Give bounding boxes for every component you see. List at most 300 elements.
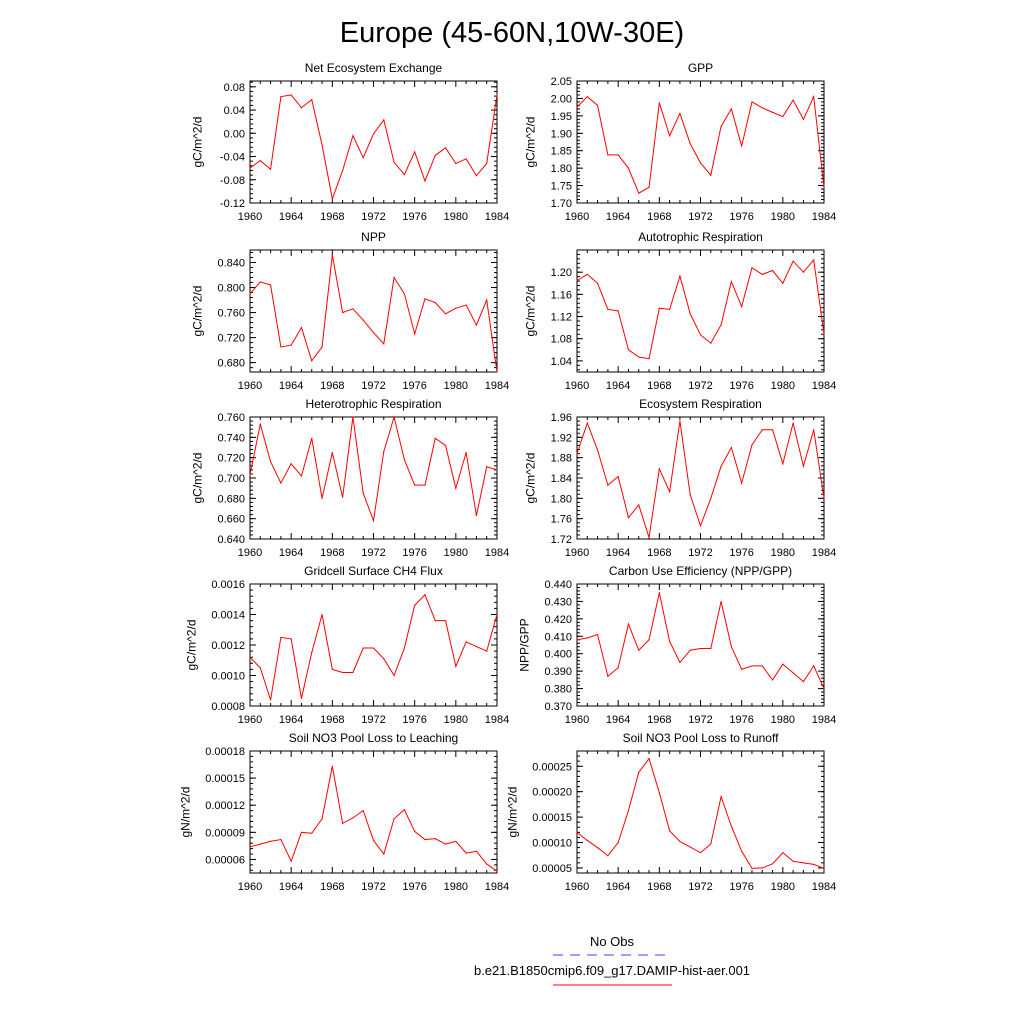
- data-point: [597, 105, 598, 106]
- series-line: [577, 421, 824, 537]
- data-point: [741, 669, 742, 670]
- x-tick-label: 1980: [443, 211, 469, 223]
- data-point: [455, 666, 456, 667]
- data-point: [352, 135, 353, 136]
- y-tick-label: 0.760: [217, 307, 245, 320]
- x-tick-label: 1964: [278, 714, 304, 726]
- data-point: [373, 647, 374, 648]
- y-tick-label: 0.0008: [211, 701, 245, 713]
- data-point: [301, 832, 302, 833]
- y-tick-label: 0.430: [544, 596, 572, 609]
- chart-panel-6: [524, 397, 837, 559]
- data-point: [648, 187, 649, 188]
- x-tick-label: 1984: [484, 547, 510, 559]
- data-point: [352, 416, 353, 417]
- x-tick-label: 1968: [647, 380, 672, 392]
- data-point: [751, 444, 752, 445]
- series-line: [250, 595, 497, 700]
- x-tick-label: 1972: [688, 211, 713, 223]
- y-axis-label: gC/m^2/d: [190, 452, 205, 504]
- series-line: [577, 97, 824, 194]
- data-point: [710, 843, 711, 844]
- y-tick-label: 0.640: [217, 534, 245, 546]
- plot-frame: [250, 584, 497, 706]
- panel-title: Net Ecosystem Exchange: [304, 61, 443, 75]
- x-tick-label: 1960: [564, 211, 590, 223]
- data-point: [700, 162, 701, 163]
- data-point: [414, 605, 415, 606]
- figure-title: Europe (45-60N,10W-30E): [339, 17, 685, 49]
- data-point: [476, 851, 477, 852]
- series-line: [250, 766, 497, 871]
- data-point: [455, 488, 456, 489]
- data-point: [731, 826, 732, 827]
- data-point: [587, 423, 588, 424]
- x-tick-label: 1960: [237, 211, 263, 223]
- x-tick-label: 1964: [278, 881, 304, 893]
- x-tick-label: 1972: [361, 881, 386, 893]
- data-point: [260, 281, 261, 282]
- x-tick-label: 1964: [605, 714, 631, 726]
- y-tick-label: 1.84: [550, 473, 572, 485]
- data-point: [720, 796, 721, 797]
- panel-title: Autotrophic Respiration: [638, 230, 763, 244]
- data-point: [669, 135, 670, 136]
- data-point: [751, 267, 752, 268]
- data-point: [486, 466, 487, 467]
- data-point: [659, 102, 660, 103]
- panel-title: NPP: [361, 230, 386, 244]
- x-tick-label: 1968: [647, 714, 672, 726]
- x-tick-label: 1980: [770, 547, 796, 559]
- plot-frame: [577, 250, 824, 372]
- data-point: [597, 847, 598, 848]
- data-point: [249, 846, 250, 847]
- x-tick-label: 1972: [361, 714, 386, 726]
- plot-frame: [577, 584, 824, 706]
- data-point: [466, 853, 467, 854]
- y-axis-label: gN/m^2/d: [178, 786, 193, 838]
- legend-model-label: b.e21.B1850cmip6.f09_g17.DAMIP-hist-aer.001: [473, 963, 751, 978]
- data-point: [638, 504, 639, 505]
- y-tick-label: 1.92: [550, 432, 572, 445]
- data-point: [793, 423, 794, 424]
- data-point: [782, 664, 783, 665]
- y-tick-label: -0.08: [219, 174, 245, 187]
- data-point: [404, 647, 405, 648]
- y-tick-label: 0.0016: [211, 579, 245, 591]
- data-point: [363, 493, 364, 494]
- data-point: [618, 667, 619, 668]
- y-tick-label: 0.420: [544, 613, 572, 626]
- y-axis-label: gC/m^2/d: [523, 116, 538, 168]
- data-point: [280, 839, 281, 840]
- y-axis-label: gC/m^2/d: [184, 619, 199, 671]
- y-tick-label: 0.0012: [211, 640, 245, 652]
- chart-panel-10: [505, 731, 836, 893]
- data-point: [628, 517, 629, 518]
- x-tick-label: 1964: [605, 211, 631, 223]
- data-point: [332, 452, 333, 453]
- data-point: [270, 284, 271, 285]
- data-point: [720, 466, 721, 467]
- data-point: [486, 651, 487, 652]
- x-tick-label: 1968: [647, 547, 672, 559]
- data-point: [280, 96, 281, 97]
- data-point: [679, 420, 680, 421]
- panel-title: Carbon Use Efficiency (NPP/GPP): [608, 564, 793, 578]
- data-point: [690, 650, 691, 651]
- chart-panel-5: [191, 397, 510, 559]
- data-point: [618, 154, 619, 155]
- y-axis-label: NPP/GPP: [517, 618, 532, 672]
- data-point: [690, 846, 691, 847]
- panels-group: [178, 61, 836, 893]
- data-point: [803, 466, 804, 467]
- data-point: [587, 96, 588, 97]
- data-point: [587, 637, 588, 638]
- data-point: [476, 324, 477, 325]
- data-point: [587, 840, 588, 841]
- x-tick-label: 1968: [320, 211, 345, 223]
- x-tick-label: 1976: [729, 547, 754, 559]
- data-point: [466, 641, 467, 642]
- y-tick-label: 0.370: [544, 701, 572, 713]
- data-point: [363, 319, 364, 320]
- data-point: [638, 650, 639, 651]
- data-point: [445, 843, 446, 844]
- data-point: [435, 155, 436, 156]
- data-point: [741, 482, 742, 483]
- data-point: [628, 810, 629, 811]
- x-tick-label: 1968: [647, 881, 672, 893]
- plot-frame: [577, 751, 824, 873]
- x-tick-label: 1984: [484, 881, 510, 893]
- panel-title: Soil NO3 Pool Loss to Runoff: [622, 731, 779, 745]
- chart-panel-2: [524, 61, 837, 223]
- data-point: [404, 293, 405, 294]
- x-tick-label: 1984: [811, 547, 837, 559]
- y-axis-label: gC/m^2/d: [190, 116, 205, 168]
- data-point: [424, 298, 425, 299]
- y-tick-label: 0.680: [217, 493, 245, 506]
- data-point: [414, 831, 415, 832]
- x-tick-label: 1984: [484, 380, 510, 392]
- data-point: [741, 306, 742, 307]
- y-tick-label: 1.04: [550, 355, 572, 368]
- data-point: [720, 324, 721, 325]
- y-tick-label: 1.75: [550, 180, 572, 193]
- data-point: [270, 699, 271, 700]
- data-point: [393, 277, 394, 278]
- data-point: [424, 180, 425, 181]
- panel-title: Gridcell Surface CH4 Flux: [304, 564, 443, 578]
- y-tick-label: 1.20: [550, 267, 572, 280]
- x-tick-label: 1976: [402, 881, 427, 893]
- data-point: [576, 107, 577, 108]
- plot-frame: [250, 250, 497, 372]
- data-point: [321, 614, 322, 615]
- data-point: [803, 119, 804, 120]
- data-point: [772, 270, 773, 271]
- x-tick-label: 1960: [564, 714, 590, 726]
- y-tick-label: 0.00009: [205, 827, 245, 840]
- data-point: [332, 198, 333, 199]
- data-point: [607, 154, 608, 155]
- x-tick-label: 1964: [278, 211, 304, 223]
- x-tick-label: 1960: [564, 547, 590, 559]
- x-tick-label: 1980: [770, 714, 796, 726]
- data-point: [496, 614, 497, 615]
- y-axis-label: gC/m^2/d: [523, 452, 538, 504]
- data-point: [249, 474, 250, 475]
- y-tick-label: 0.00018: [205, 746, 245, 758]
- x-tick-label: 1972: [361, 380, 386, 392]
- data-point: [342, 312, 343, 313]
- data-point: [383, 451, 384, 452]
- y-tick-label: 0.08: [223, 81, 245, 94]
- data-point: [435, 302, 436, 303]
- data-point: [249, 657, 250, 658]
- chart-panel-1: [191, 61, 510, 223]
- data-point: [731, 108, 732, 109]
- data-point: [280, 482, 281, 483]
- data-point: [751, 868, 752, 869]
- data-point: [291, 94, 292, 95]
- x-tick-label: 1972: [361, 547, 386, 559]
- data-point: [700, 334, 701, 335]
- x-tick-label: 1984: [811, 211, 837, 223]
- data-point: [311, 360, 312, 361]
- data-point: [496, 871, 497, 872]
- data-point: [782, 463, 783, 464]
- data-point: [720, 126, 721, 127]
- data-point: [618, 310, 619, 311]
- plot-frame: [577, 81, 824, 203]
- data-point: [414, 485, 415, 486]
- y-tick-label: 1.85: [550, 145, 572, 158]
- data-point: [260, 424, 261, 425]
- data-point: [466, 158, 467, 159]
- y-tick-label: 1.72: [550, 534, 572, 546]
- y-tick-label: 0.720: [217, 452, 245, 465]
- chart-panel-7: [184, 564, 509, 726]
- y-axis-label: gN/m^2/d: [505, 786, 520, 838]
- data-point: [466, 452, 467, 453]
- chart-panel-9: [178, 731, 509, 893]
- data-point: [301, 698, 302, 699]
- data-point: [762, 665, 763, 666]
- data-point: [445, 445, 446, 446]
- data-point: [731, 646, 732, 647]
- x-tick-label: 1964: [278, 547, 304, 559]
- data-point: [486, 863, 487, 864]
- data-point: [393, 818, 394, 819]
- y-tick-label: 1.80: [550, 163, 572, 176]
- data-point: [813, 665, 814, 666]
- data-point: [782, 852, 783, 853]
- data-point: [424, 594, 425, 595]
- data-point: [576, 280, 577, 281]
- legend: [474, 934, 750, 985]
- data-point: [476, 175, 477, 176]
- x-tick-label: 1972: [688, 714, 713, 726]
- data-point: [321, 498, 322, 499]
- data-point: [342, 823, 343, 824]
- data-point: [311, 652, 312, 653]
- x-tick-label: 1980: [443, 380, 469, 392]
- data-point: [270, 169, 271, 170]
- data-point: [311, 99, 312, 100]
- y-tick-label: 0.380: [544, 683, 572, 696]
- data-point: [352, 817, 353, 818]
- data-point: [445, 313, 446, 314]
- x-tick-label: 1964: [605, 881, 631, 893]
- x-tick-label: 1976: [402, 714, 427, 726]
- x-tick-label: 1984: [484, 211, 510, 223]
- x-tick-label: 1972: [361, 211, 386, 223]
- data-point: [270, 461, 271, 462]
- data-point: [373, 332, 374, 333]
- data-point: [270, 841, 271, 842]
- data-point: [803, 862, 804, 863]
- data-point: [301, 327, 302, 328]
- y-tick-label: 0.00005: [532, 862, 572, 875]
- data-point: [291, 861, 292, 862]
- data-point: [751, 101, 752, 102]
- data-point: [311, 833, 312, 834]
- data-point: [414, 151, 415, 152]
- x-tick-label: 1960: [237, 881, 263, 893]
- data-point: [607, 485, 608, 486]
- y-tick-label: 0.04: [223, 105, 245, 118]
- y-tick-label: 1.70: [550, 198, 572, 210]
- series-line: [577, 593, 824, 689]
- data-point: [435, 438, 436, 439]
- chart-panel-3: [191, 230, 510, 392]
- data-point: [342, 497, 343, 498]
- data-point: [700, 852, 701, 853]
- y-tick-label: 0.0014: [211, 609, 245, 622]
- panel-title: GPP: [687, 61, 714, 75]
- data-point: [793, 861, 794, 862]
- data-point: [342, 672, 343, 673]
- data-point: [710, 175, 711, 176]
- chart-panel-4: [524, 230, 837, 392]
- data-point: [342, 170, 343, 171]
- data-point: [597, 449, 598, 450]
- data-point: [363, 157, 364, 158]
- data-point: [414, 333, 415, 334]
- data-point: [607, 309, 608, 310]
- data-point: [669, 830, 670, 831]
- x-tick-label: 1976: [402, 380, 427, 392]
- y-tick-label: 0.390: [544, 666, 572, 679]
- data-point: [823, 498, 824, 499]
- data-point: [700, 525, 701, 526]
- data-point: [793, 100, 794, 101]
- x-tick-label: 1976: [402, 211, 427, 223]
- data-point: [731, 447, 732, 448]
- data-point: [803, 681, 804, 682]
- data-point: [445, 147, 446, 148]
- data-point: [280, 637, 281, 638]
- data-point: [813, 864, 814, 865]
- data-point: [455, 163, 456, 164]
- data-point: [301, 107, 302, 108]
- y-tick-label: 1.12: [550, 311, 572, 324]
- data-point: [301, 475, 302, 476]
- data-point: [669, 309, 670, 310]
- data-point: [311, 438, 312, 439]
- data-point: [679, 275, 680, 276]
- data-point: [496, 371, 497, 372]
- panel-title: Ecosystem Respiration: [639, 397, 762, 411]
- data-point: [710, 648, 711, 649]
- data-point: [823, 868, 824, 869]
- data-point: [249, 293, 250, 294]
- y-tick-label: 0.400: [544, 648, 572, 661]
- y-tick-label: 2.05: [550, 76, 572, 88]
- x-tick-label: 1980: [770, 380, 796, 392]
- data-point: [424, 839, 425, 840]
- panel-title: Heterotrophic Respiration: [305, 397, 442, 411]
- y-tick-label: 0.440: [544, 579, 572, 591]
- data-point: [332, 766, 333, 767]
- data-point: [813, 429, 814, 430]
- x-tick-label: 1964: [605, 380, 631, 392]
- data-point: [496, 469, 497, 470]
- y-axis-label: gC/m^2/d: [190, 285, 205, 337]
- y-tick-label: 0.800: [217, 282, 245, 295]
- data-point: [823, 334, 824, 335]
- y-tick-label: 0.00006: [205, 854, 245, 867]
- data-point: [455, 841, 456, 842]
- data-point: [587, 274, 588, 275]
- y-tick-label: 0.720: [217, 332, 245, 345]
- data-point: [628, 623, 629, 624]
- data-point: [690, 313, 691, 314]
- data-point: [291, 344, 292, 345]
- data-point: [659, 308, 660, 309]
- y-tick-label: 0.00010: [532, 837, 572, 850]
- data-point: [690, 143, 691, 144]
- data-point: [648, 358, 649, 359]
- y-tick-label: 1.95: [550, 110, 572, 123]
- x-tick-label: 1976: [402, 547, 427, 559]
- data-point: [363, 647, 364, 648]
- data-point: [249, 168, 250, 169]
- plot-frame: [250, 81, 497, 203]
- data-point: [291, 463, 292, 464]
- panel-title: Soil NO3 Pool Loss to Leaching: [288, 731, 459, 745]
- data-point: [435, 620, 436, 621]
- data-point: [435, 838, 436, 839]
- data-point: [352, 672, 353, 673]
- data-point: [321, 818, 322, 819]
- y-tick-label: 0.00025: [532, 761, 572, 774]
- data-point: [648, 639, 649, 640]
- data-point: [793, 260, 794, 261]
- data-point: [823, 688, 824, 689]
- y-tick-label: 2.00: [550, 93, 572, 106]
- y-tick-label: 0.00020: [532, 786, 572, 799]
- data-point: [690, 494, 691, 495]
- data-point: [597, 283, 598, 284]
- data-point: [741, 146, 742, 147]
- data-point: [321, 144, 322, 145]
- y-tick-label: 0.740: [217, 432, 245, 445]
